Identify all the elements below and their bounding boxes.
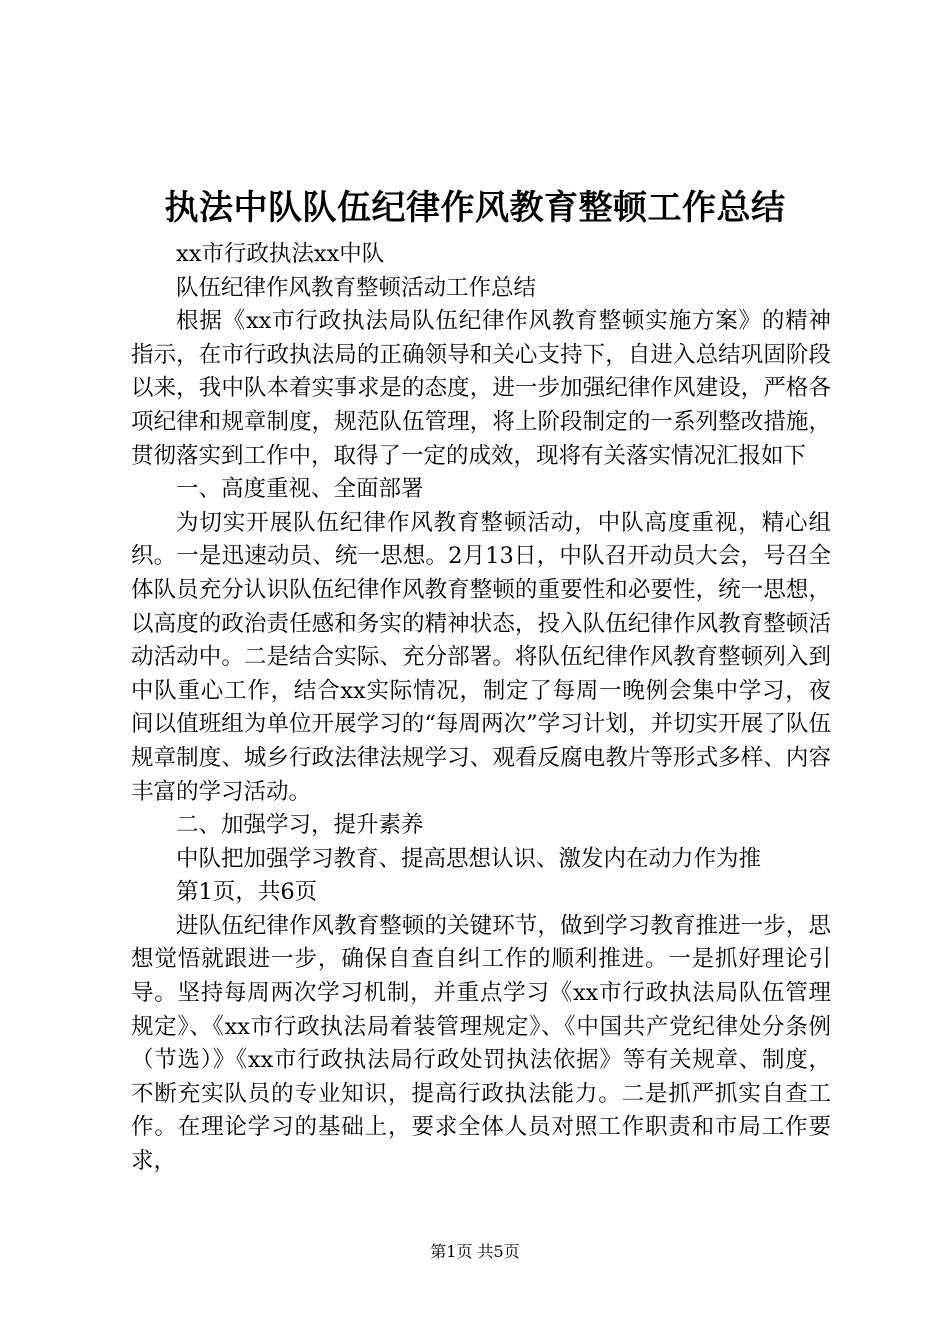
unit-name-line: xx市行政执法xx中队 (176, 241, 385, 267)
section-heading-2: 二、加强学习，提升素养 (176, 812, 424, 839)
section-heading-1: 一、高度重视、全面部署 (176, 476, 424, 503)
section-2-paragraph-continued: 进队伍纪律作风教育整顿的关键环节，做到学习教育推进一步，思想觉悟就跟进一步，确保自查自纠工作的顺利推进。一是抓好理论引导。坚持每周两次学习机制，并重点学习《xx市行政执法局队伍管理规定》、《xx市行政执法局着装管理规定》、《中国共产党纪律处分条例（节选）》《xx市行政执法局行政处罚执法依据》等有关规章、制度，不断充实队员的专业知识，提高行政执法能力。二是抓严抓实自查工作。在理论学习的基础上，要求全体人员对照工作职责和市局工作要求， (131, 912, 831, 1175)
intro-paragraph: 根据《xx市行政执法局队伍纪律作风教育整顿实施方案》的精神指示，在市行政执法局的正确领导和关心支持下，自进入总结巩固阶段以来，我中队本着实事求是的态度，进一步加强纪律作风建设，严格各项纪律和规章制度，规范队伍管理，将上阶段制定的一系列整改措施，贯彻落实到工作中，取得了一定的成效，现将有关落实情况汇报如下 (131, 308, 831, 469)
section-1-paragraph: 为切实开展队伍纪律作风教育整顿活动，中队高度重视，精心组织。一是迅速动员、统一思想。2月13日，中队召开动员大会，号召全体队员充分认识队伍纪律作风教育整顿的重要性和必要性，统一思想，以高度的政治责任感和务实的精神状态，投入队伍纪律作风教育整顿活动活动中。二是结合实际、充分部署。将队伍纪律作风教育整顿列入到中队重心工作，结合xx实际情况，制定了每周一晚例会集中学习，夜间以值班组为单位开展学习的“每周两次”学习计划，并切实开展了队伍规章制度、城乡行政法律法规学习、观看反腐电教片等形式多样、内容丰富的学习活动。 (131, 509, 831, 805)
document-title: 执法中队队伍纪律作风教育整顿工作总结 (164, 188, 786, 228)
document-body (131, 238, 831, 1179)
section-2-paragraph-start: 中队把加强学习教育、提高思想认识、激发内在动力作为推 (176, 845, 762, 872)
inline-page-marker: 第1页，共6页 (176, 879, 318, 906)
page-footer: 第1页 共5页 (430, 1242, 520, 1261)
subtitle-line: 队伍纪律作风教育整顿活动工作总结 (176, 274, 537, 301)
